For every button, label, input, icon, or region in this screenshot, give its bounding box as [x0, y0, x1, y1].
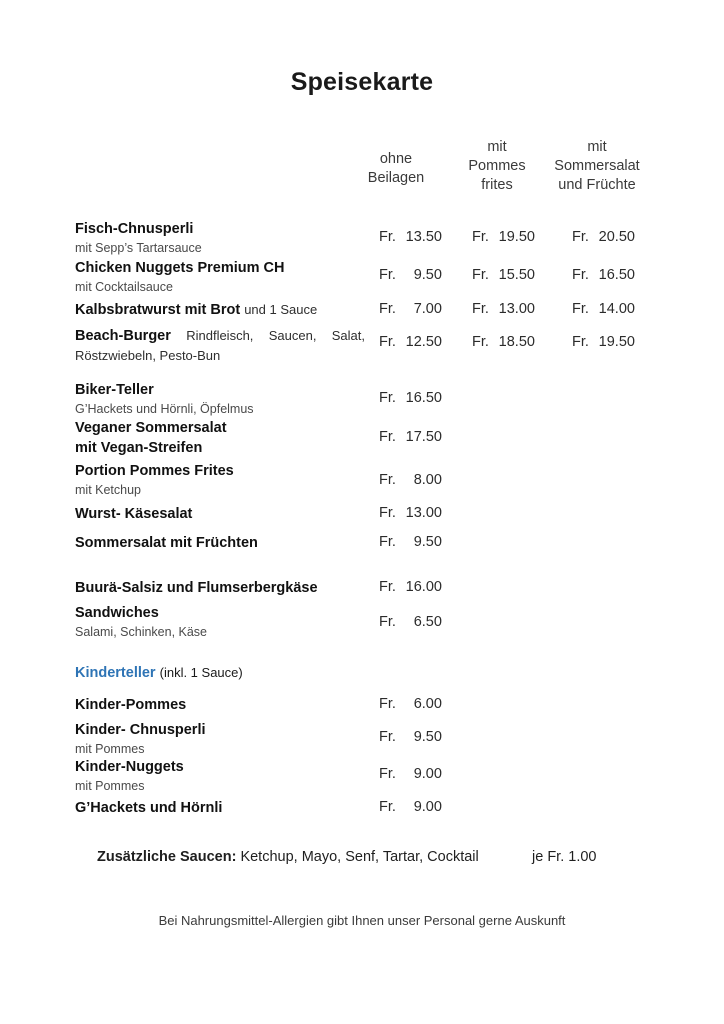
- menu-item-price-sommersalat: [572, 229, 635, 245]
- currency-label: Fr.: [379, 729, 396, 745]
- menu-item-price-sommersalat: [572, 301, 635, 317]
- currency-label: Fr.: [379, 429, 396, 445]
- menu-item-price-ohne: [379, 505, 442, 521]
- price-amount: 8.00: [413, 472, 442, 488]
- currency-label: Fr.: [572, 267, 589, 283]
- menu-item-name: Biker-Teller: [75, 382, 154, 398]
- menu-item-subtitle: mit Cocktailsauce: [75, 280, 173, 294]
- menu-item-subtitle: mit Ketchup: [75, 483, 142, 497]
- column-header-mit-pommes-frites: [447, 138, 547, 195]
- menu-item-names: [75, 533, 365, 553]
- currency-label: Fr.: [379, 696, 396, 712]
- section-heading-text: Kinderteller: [75, 665, 156, 681]
- menu-item-name: Veganer Sommersalat: [75, 420, 227, 436]
- menu-item-names: [75, 219, 365, 257]
- currency-label: Fr.: [379, 229, 396, 245]
- currency-label: Fr.: [379, 301, 396, 317]
- column-header-line: ohne: [379, 151, 413, 167]
- menu-item-price-ohne: [379, 390, 442, 406]
- currency-label: Fr.: [472, 334, 489, 350]
- menu-item-subtitle: mit Sepp’s Tartarsauce: [75, 241, 202, 255]
- price-amount: 6.50: [413, 614, 442, 630]
- menu-item-names: [75, 461, 365, 499]
- price-amount: 9.50: [413, 267, 442, 283]
- menu-item-name: Beach-Burger: [75, 328, 171, 344]
- menu-item-names: [75, 258, 365, 296]
- currency-label: Fr.: [379, 614, 396, 630]
- price-amount: 13.50: [405, 229, 442, 245]
- currency-label: Fr.: [379, 390, 396, 406]
- menu-item-price-ohne: [379, 472, 442, 488]
- menu-item-name: Kinder-Pommes: [75, 697, 187, 713]
- column-header-mit-sommersalat: [541, 138, 653, 195]
- menu-item-subtitle: mit Pommes: [75, 742, 145, 756]
- menu-item-name: Fisch-Chnusperli: [75, 221, 194, 237]
- menu-item-names: [75, 504, 365, 524]
- column-header-line: Sommersalat: [554, 158, 640, 174]
- menu-item-price-ohne: [379, 334, 442, 350]
- menu-item-price-ohne: [379, 696, 442, 712]
- menu-item-names: [75, 720, 365, 758]
- currency-label: Fr.: [379, 534, 396, 550]
- menu-item-names: [75, 798, 365, 818]
- currency-label: Fr.: [472, 267, 489, 283]
- price-amount: 18.50: [498, 334, 535, 350]
- currency-label: Fr.: [572, 301, 589, 317]
- price-amount: 16.00: [405, 579, 442, 595]
- price-amount: 6.00: [413, 696, 442, 712]
- price-amount: 9.00: [413, 799, 442, 815]
- column-header-line: Pommes: [468, 158, 526, 174]
- price-amount: 16.50: [405, 390, 442, 406]
- extra-sauces-list: Ketchup, Mayo, Senf, Tartar, Cocktail: [240, 849, 479, 865]
- currency-label: Fr.: [379, 334, 396, 350]
- menu-item-price-sommersalat: [572, 334, 635, 350]
- menu-item-name: Chicken Nuggets Premium CH: [75, 260, 285, 276]
- menu-item-price-pommes: [472, 229, 535, 245]
- menu-item-name: G’Hackets und Hörnli: [75, 800, 223, 816]
- menu-item-names: [75, 300, 365, 320]
- menu-item-price-ohne: [379, 301, 442, 317]
- section-heading-kinderteller: [75, 665, 243, 681]
- price-amount: 9.00: [413, 766, 442, 782]
- allergy-note: Bei Nahrungsmittel-Allergien gibt Ihnen unser Personal gerne Auskunft: [158, 913, 566, 928]
- page-title: Speisekarte: [290, 68, 434, 96]
- menu-item-description: [75, 326, 365, 365]
- price-amount: 19.50: [498, 229, 535, 245]
- menu-item-name: Buurä-Salsiz und Flumserbergkäse: [75, 580, 318, 596]
- menu-item-price-ohne: [379, 229, 442, 245]
- extra-sauces-line: [97, 849, 597, 865]
- menu-item-subtitle: mit Pommes: [75, 779, 145, 793]
- currency-label: Fr.: [379, 267, 396, 283]
- menu-item-price-ohne: [379, 799, 442, 815]
- column-header-line: mit: [487, 139, 507, 155]
- currency-label: Fr.: [572, 229, 589, 245]
- menu-item-price-ohne: [379, 579, 442, 595]
- currency-label: Fr.: [379, 766, 396, 782]
- currency-label: Fr.: [379, 505, 396, 521]
- menu-item-names: [75, 578, 395, 598]
- price-amount: 20.50: [598, 229, 635, 245]
- menu-item-description-text: Rindfleisch, Saucen, Salat, Röstzwiebeln, Pesto-Bun: [75, 328, 365, 363]
- price-amount: 9.50: [413, 729, 442, 745]
- menu-item-name: Kinder- Chnusperli: [75, 722, 206, 738]
- menu-item-price-ohne: [379, 729, 442, 745]
- menu-item-names: [75, 418, 365, 458]
- menu-item-name-line2: mit Vegan-Streifen: [75, 440, 203, 456]
- menu-item-name: Wurst- Käsesalat: [75, 506, 193, 522]
- currency-label: Fr.: [379, 472, 396, 488]
- price-amount: 7.00: [413, 301, 442, 317]
- currency-label: Fr.: [572, 334, 589, 350]
- menu-item-names: [75, 380, 365, 418]
- menu-item-price-pommes: [472, 267, 535, 283]
- menu-item-names: [75, 695, 365, 715]
- price-amount: 13.00: [498, 301, 535, 317]
- menu-item-names: [75, 757, 365, 795]
- menu-item-name-suffix: und 1 Sauce: [244, 302, 318, 317]
- column-header-line: und Früchte: [558, 177, 636, 193]
- price-amount: 13.00: [405, 505, 442, 521]
- price-amount: 9.50: [413, 534, 442, 550]
- currency-label: Fr.: [472, 301, 489, 317]
- column-header-line: frites: [481, 177, 513, 193]
- menu-item-subtitle: Salami, Schinken, Käse: [75, 625, 208, 639]
- menu-item-price-ohne: [379, 534, 442, 550]
- menu-item-name: Portion Pommes Frites: [75, 463, 234, 479]
- menu-item-price-ohne: [379, 429, 442, 445]
- price-amount: 12.50: [405, 334, 442, 350]
- currency-label: Fr.: [472, 229, 489, 245]
- price-amount: 15.50: [498, 267, 535, 283]
- menu-item-price-ohne: [379, 614, 442, 630]
- menu-item-names: [75, 603, 365, 641]
- menu-item-price-ohne: [379, 267, 442, 283]
- menu-item-name: Sandwiches: [75, 605, 159, 621]
- menu-item-names: [75, 326, 365, 365]
- menu-item-price-ohne: [379, 766, 442, 782]
- menu-item-name: [75, 300, 365, 320]
- price-amount: 14.00: [598, 301, 635, 317]
- price-amount: 19.50: [598, 334, 635, 350]
- currency-label: Fr.: [379, 579, 396, 595]
- menu-item-name: Kinder-Nuggets: [75, 759, 184, 775]
- menu-item-subtitle: G’Hackets und Hörnli, Öpfelmus: [75, 402, 254, 416]
- price-amount: 17.50: [405, 429, 442, 445]
- menu-item-price-pommes: [472, 301, 535, 317]
- column-header-line: mit: [587, 139, 607, 155]
- currency-label: Fr.: [379, 799, 396, 815]
- section-heading-note: (inkl. 1 Sauce): [159, 665, 243, 680]
- extra-sauces-price: je Fr. 1.00: [532, 849, 597, 865]
- extra-sauces-label: Zusätzliche Saucen:: [97, 849, 237, 865]
- price-amount: 16.50: [598, 267, 635, 283]
- column-header-line: Beilagen: [367, 170, 425, 186]
- menu-item-price-sommersalat: [572, 267, 635, 283]
- menu-item-name-bold: Kalbsbratwurst mit Brot: [75, 302, 241, 318]
- menu-item-price-pommes: [472, 334, 535, 350]
- menu-item-name: Sommersalat mit Früchten: [75, 535, 258, 551]
- column-header-ohne-beilagen: [344, 150, 448, 188]
